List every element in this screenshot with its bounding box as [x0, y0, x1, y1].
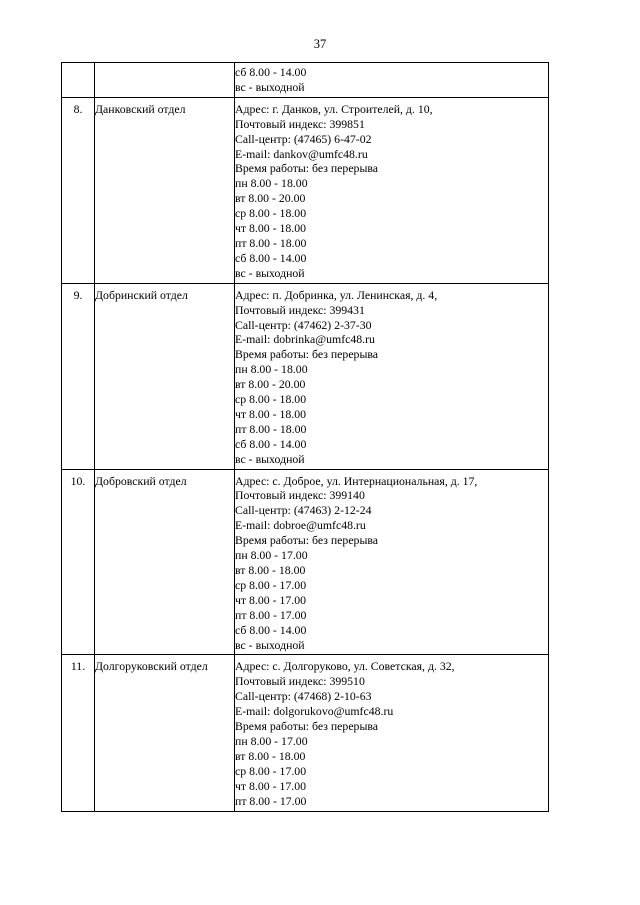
department-name-cell — [95, 97, 235, 283]
continuation-row — [62, 63, 549, 98]
detail-line: Адрес: с. Доброе, ул. Интернациональная, д. 17, — [235, 473, 478, 488]
continuation-details-cell — [235, 63, 549, 98]
detail-line: Адрес: г. Данков, ул. Строителей, д. 10, — [235, 101, 433, 116]
department-name: Добринский отдел — [95, 287, 188, 302]
department-details-cell — [235, 655, 549, 811]
detail-line: Call-центр: (47462) 2-37-30 — [235, 317, 372, 332]
detail-line: сб 8.00 - 14.00 — [235, 436, 307, 451]
detail-line: E-mail: dobrinka@umfc48.ru — [235, 332, 375, 347]
continuation-num-cell — [62, 63, 95, 98]
row-number: 9. — [73, 287, 83, 302]
detail-line: вт 8.00 - 18.00 — [235, 563, 306, 577]
detail-line: вс - выходной — [235, 265, 305, 280]
detail-line: E-mail: dolgorukovo@umfc48.ru — [235, 704, 394, 719]
detail-line: вс - выходной — [235, 637, 305, 652]
detail-line: Call-центр: (47465) 6-47-02 — [235, 131, 372, 146]
continuation-name-cell — [95, 63, 235, 98]
detail-line: вт 8.00 - 20.00 — [235, 191, 306, 206]
detail-line: Почтовый индекс: 399431 — [235, 302, 365, 317]
detail-line: E-mail: dobroe@umfc48.ru — [235, 518, 366, 533]
detail-line: пн 8.00 - 18.00 — [235, 362, 308, 377]
department-name: Добровский отдел — [95, 473, 187, 488]
row-number-cell — [62, 469, 95, 655]
detail-line: пн 8.00 - 18.00 — [235, 176, 308, 191]
detail-line: Почтовый индекс: 399140 — [235, 488, 365, 503]
detail-line: Время работы: без перерыва — [235, 347, 379, 362]
detail-line: вт 8.00 - 18.00 — [235, 748, 306, 763]
detail-line: пт 8.00 - 17.00 — [235, 607, 307, 622]
row-number-cell — [62, 283, 95, 469]
detail-line: ср 8.00 - 18.00 — [235, 206, 307, 221]
detail-line: чт 8.00 - 17.00 — [235, 592, 307, 607]
continuation-line: сб 8.00 - 14.00 — [235, 65, 307, 79]
detail-line: чт 8.00 - 18.00 — [235, 221, 307, 236]
detail-line: Call-центр: (47468) 2-10-63 — [235, 689, 372, 704]
detail-line: Время работы: без перерыва — [235, 161, 379, 176]
department-name-cell — [95, 469, 235, 655]
department-row — [62, 469, 549, 655]
detail-line: сб 8.00 - 14.00 — [235, 250, 307, 265]
detail-line: E-mail: dankov@umfc48.ru — [235, 146, 368, 161]
detail-line: пт 8.00 - 17.00 — [235, 793, 307, 808]
row-number: 10. — [70, 473, 86, 488]
detail-line: сб 8.00 - 14.00 — [235, 622, 307, 637]
row-number-cell — [62, 655, 95, 811]
department-row — [62, 655, 549, 811]
detail-line: чт 8.00 - 17.00 — [235, 778, 307, 793]
department-name: Долгоруковский отдел — [95, 659, 208, 674]
department-name-cell — [95, 283, 235, 469]
detail-line: пн 8.00 - 17.00 — [235, 548, 308, 563]
detail-line: пт 8.00 - 18.00 — [235, 421, 307, 436]
row-number: 11. — [70, 659, 86, 674]
continuation-line: вс - выходной — [235, 79, 305, 94]
detail-line: пн 8.00 - 17.00 — [235, 733, 308, 748]
department-details-cell — [235, 469, 549, 655]
detail-line: Call-центр: (47463) 2-12-24 — [235, 503, 372, 518]
detail-line: Время работы: без перерыва — [235, 719, 379, 734]
department-row — [62, 97, 549, 283]
detail-line: ср 8.00 - 18.00 — [235, 392, 307, 407]
department-details-cell — [235, 283, 549, 469]
detail-line: Время работы: без перерыва — [235, 533, 379, 548]
detail-line: Адрес: п. Добринка, ул. Ленинская, д. 4, — [235, 287, 438, 302]
department-name-cell — [95, 655, 235, 811]
department-row — [62, 283, 549, 469]
detail-line: ср 8.00 - 17.00 — [235, 763, 307, 778]
department-name: Данковский отдел — [95, 101, 186, 116]
departments-table — [61, 62, 549, 812]
detail-line: Почтовый индекс: 399510 — [235, 674, 365, 689]
detail-line: Адрес: с. Долгоруково, ул. Советская, д. 32, — [235, 659, 455, 674]
detail-line: вс - выходной — [235, 451, 305, 466]
row-number-cell — [62, 97, 95, 283]
row-number: 8. — [73, 101, 83, 116]
detail-line: ср 8.00 - 17.00 — [235, 577, 307, 592]
department-details-cell — [235, 97, 549, 283]
detail-line: чт 8.00 - 18.00 — [235, 406, 307, 421]
detail-line: пт 8.00 - 18.00 — [235, 235, 307, 250]
detail-line: вт 8.00 - 20.00 — [235, 377, 306, 392]
page-number: 37 — [313, 37, 327, 51]
detail-line: Почтовый индекс: 399851 — [235, 116, 365, 131]
